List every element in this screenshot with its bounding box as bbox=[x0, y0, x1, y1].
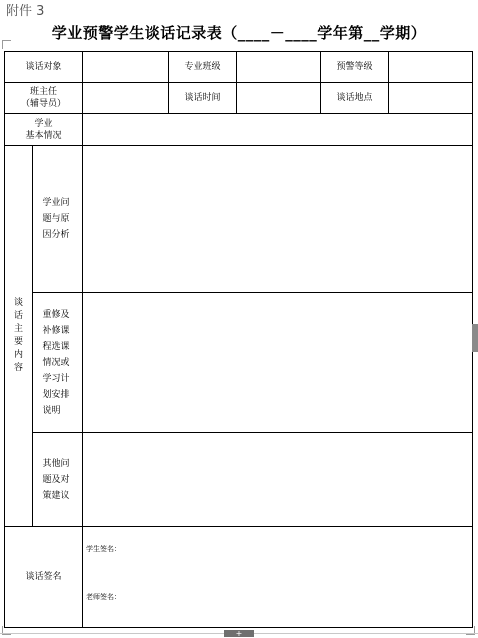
row-basic-info bbox=[5, 52, 473, 83]
row-signature bbox=[5, 527, 473, 628]
label-counselor-line1: 班主任 bbox=[30, 87, 58, 97]
field-other-issues[interactable] bbox=[83, 433, 473, 527]
field-academic-status[interactable] bbox=[83, 114, 473, 146]
label-retake-plan bbox=[33, 293, 83, 433]
field-major-class[interactable] bbox=[237, 52, 321, 83]
field-talk-location[interactable] bbox=[389, 83, 473, 114]
attachment-label: 附件 3 bbox=[6, 4, 45, 19]
field-retake-plan[interactable] bbox=[83, 293, 473, 433]
label-other-issues bbox=[33, 433, 83, 527]
row-section-analysis bbox=[5, 146, 473, 293]
label-academic-status-line2: 基本情况 bbox=[25, 130, 62, 141]
row-section-other bbox=[5, 433, 473, 527]
label-counselor bbox=[5, 83, 83, 114]
row-section-retake bbox=[5, 293, 473, 433]
field-problem-analysis[interactable] bbox=[83, 146, 473, 293]
row-counselor-info bbox=[5, 83, 473, 114]
crop-mark-top-left bbox=[2, 40, 11, 49]
label-talk-location: 谈话地点 bbox=[321, 83, 389, 114]
label-talk-time: 谈话时间 bbox=[169, 83, 237, 114]
label-problem-analysis bbox=[33, 146, 83, 293]
label-academic-status bbox=[5, 114, 83, 146]
scroll-handle[interactable] bbox=[472, 324, 478, 352]
form-title: 学业预警学生谈话记录表（____－____学年第__学期） bbox=[51, 24, 427, 42]
label-main-content bbox=[5, 146, 33, 527]
add-page-tab[interactable]: + bbox=[224, 630, 254, 637]
label-major-class: 专业班级 bbox=[169, 52, 237, 83]
label-warning-level: 预警等级 bbox=[321, 52, 389, 83]
field-counselor[interactable] bbox=[83, 83, 169, 114]
label-counselor-line2: （辅导员） bbox=[21, 99, 67, 109]
retake-plan-text: 重修及补修课程选课情况或学习计划安排说明 bbox=[42, 309, 70, 416]
record-form-table bbox=[4, 51, 473, 628]
label-signature: 谈话签名 bbox=[5, 527, 83, 628]
field-warning-level[interactable] bbox=[389, 52, 473, 83]
student-signature-label: 学生签名： bbox=[86, 545, 122, 553]
label-academic-status-line1: 学业 bbox=[34, 118, 53, 129]
field-talk-time[interactable] bbox=[237, 83, 321, 114]
teacher-signature-label: 老师签名： bbox=[86, 593, 122, 601]
field-signature[interactable] bbox=[83, 527, 473, 628]
row-academic-status bbox=[5, 114, 473, 146]
other-issues-text: 其他问题及对策建议 bbox=[42, 458, 70, 501]
field-interviewee[interactable] bbox=[83, 52, 169, 83]
label-interviewee: 谈话对象 bbox=[5, 52, 83, 83]
main-content-text: 谈话主要内容 bbox=[13, 298, 23, 373]
problem-analysis-text: 学业问题与原因分析 bbox=[42, 198, 70, 240]
